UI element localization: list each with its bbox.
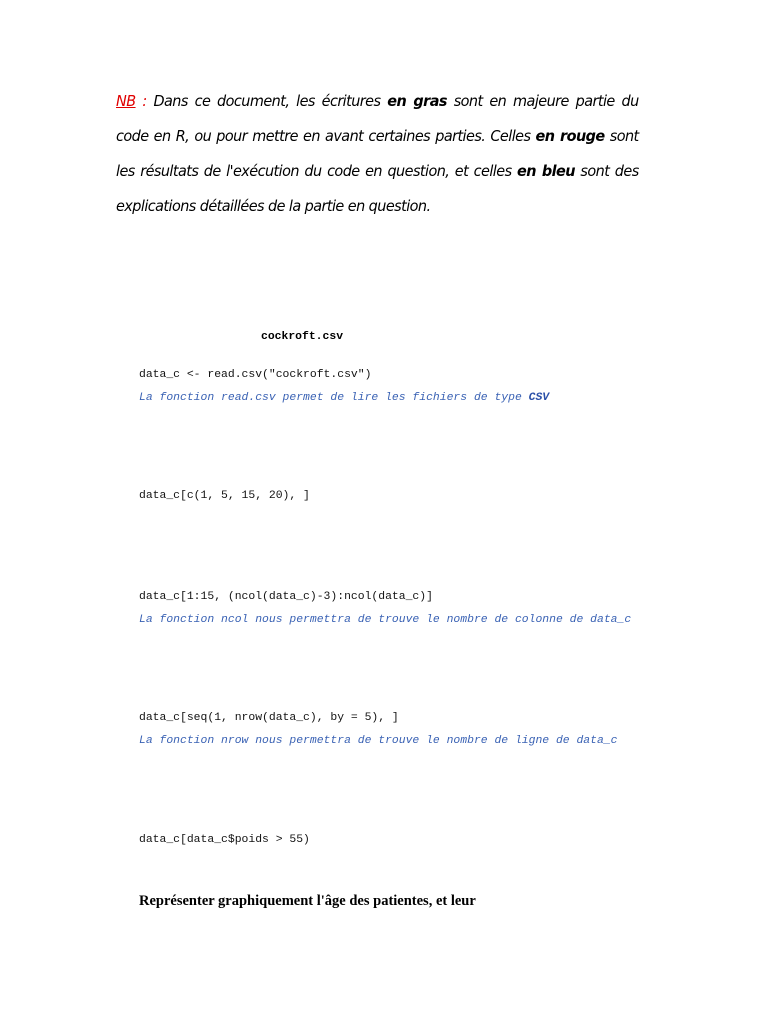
explanation-nrow: La fonction nrow nous permettra de trouve le nombre de ligne de data_c: [139, 735, 618, 747]
nb-separator: :: [135, 92, 154, 110]
explanation-csv-bold: CSV: [528, 392, 550, 404]
intro-blue-word: en bleu: [517, 162, 575, 180]
explanation-read-csv-text: La fonction read.csv permet de lire les fichiers de type: [139, 392, 529, 404]
code-line-poids-filter: data_c[data_c$poids > 55): [139, 834, 310, 846]
code-line-ncol: data_c[1:15, (ncol(data_c)-3):ncol(data_c)]: [139, 591, 433, 603]
code-line-seq-nrow: data_c[seq(1, nrow(data_c), by = 5), ]: [139, 712, 399, 724]
nb-label: NB: [116, 92, 136, 110]
intro-text-4: sont des explications détaillées de la partie en question.: [116, 162, 639, 215]
explanation-read-csv: [139, 388, 659, 409]
intro-red-word: en rouge: [535, 127, 605, 145]
intro-bold-word: en gras: [387, 92, 447, 110]
intro-paragraph: [116, 84, 639, 224]
intro-text-1: Dans ce document, les écritures: [153, 92, 388, 110]
explanation-ncol: La fonction ncol nous permettra de trouve le nombre de colonne de data_c: [139, 614, 632, 626]
intro-text-2: sont en majeure partie du code en R, ou pour mettre en avant certaines parties. Celles: [116, 92, 639, 145]
intro-text-3: sont les résultats de l'exécution du code en question, et celles: [116, 127, 639, 180]
code-line-rows-select: data_c[c(1, 5, 15, 20), ]: [139, 490, 310, 502]
section-heading: Représenter graphiquement l'âge des patientes, et leur: [139, 893, 476, 909]
filename-label: cockroft.csv: [261, 331, 344, 343]
code-line-read-csv: data_c <- read.csv("cockroft.csv"): [139, 369, 372, 381]
